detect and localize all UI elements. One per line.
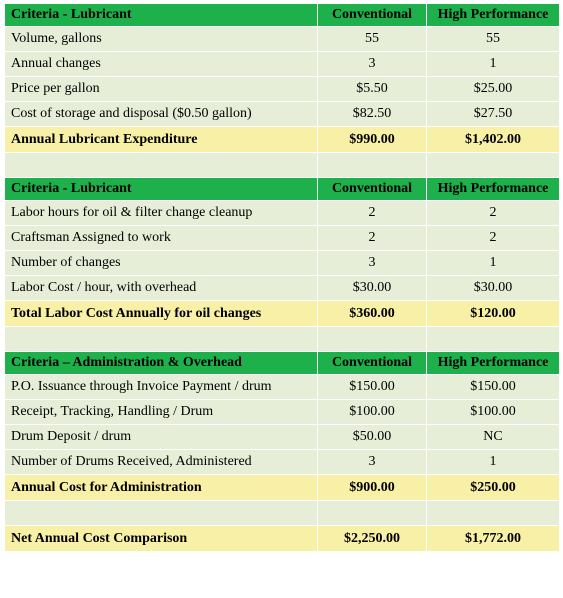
conventional-value: $150.00 [318, 375, 427, 400]
section-header-row [5, 178, 560, 201]
row-label: Craftsman Assigned to work [5, 226, 318, 251]
row-label: Drum Deposit / drum [5, 425, 318, 450]
total-label: Annual Cost for Administration [5, 475, 318, 501]
high-performance-value: NC [427, 425, 560, 450]
cost-comparison-table [4, 3, 560, 552]
conventional-value: $50.00 [318, 425, 427, 450]
high-performance-header: High Performance [427, 352, 560, 375]
row-label: Labor Cost / hour, with overhead [5, 276, 318, 301]
high-performance-total: $120.00 [427, 301, 560, 327]
conventional-value: 3 [318, 450, 427, 475]
high-performance-total: $1,402.00 [427, 127, 560, 153]
high-performance-value: 1 [427, 52, 560, 77]
spacer-row [5, 327, 560, 352]
conventional-header: Conventional [318, 352, 427, 375]
section-header-row [5, 4, 560, 27]
conventional-header: Conventional [318, 4, 427, 27]
high-performance-total: $250.00 [427, 475, 560, 501]
total-label: Annual Lubricant Expenditure [5, 127, 318, 153]
row-label: Labor hours for oil & filter change cleanup [5, 201, 318, 226]
conventional-value: 3 [318, 52, 427, 77]
conventional-value: $82.50 [318, 102, 427, 127]
table-row [5, 450, 560, 475]
table-row [5, 276, 560, 301]
conventional-total: $990.00 [318, 127, 427, 153]
net-label: Net Annual Cost Comparison [5, 526, 318, 552]
criteria-header: Criteria – Administration & Overhead [5, 352, 318, 375]
cost-comparison-table-wrapper [4, 3, 560, 552]
row-label: Cost of storage and disposal ($0.50 gallon) [5, 102, 318, 127]
conventional-total: $900.00 [318, 475, 427, 501]
high-performance-header: High Performance [427, 4, 560, 27]
table-row [5, 102, 560, 127]
table-row [5, 375, 560, 400]
conventional-value: 3 [318, 251, 427, 276]
row-label: Number of changes [5, 251, 318, 276]
high-performance-value: 2 [427, 226, 560, 251]
table-row [5, 400, 560, 425]
section-total-row [5, 127, 560, 153]
row-label: Price per gallon [5, 77, 318, 102]
row-label: Volume, gallons [5, 27, 318, 52]
section-header-row [5, 352, 560, 375]
high-performance-header: High Performance [427, 178, 560, 201]
conventional-value: 2 [318, 226, 427, 251]
row-label: Number of Drums Received, Administered [5, 450, 318, 475]
net-high-performance: $1,772.00 [427, 526, 560, 552]
table-row [5, 27, 560, 52]
net-conventional: $2,250.00 [318, 526, 427, 552]
row-label: Receipt, Tracking, Handling / Drum [5, 400, 318, 425]
row-label: Annual changes [5, 52, 318, 77]
conventional-value: $100.00 [318, 400, 427, 425]
high-performance-value: 55 [427, 27, 560, 52]
table-row [5, 425, 560, 450]
high-performance-value: 1 [427, 251, 560, 276]
spacer-row [5, 501, 560, 526]
net-total-row [5, 526, 560, 552]
conventional-value: 55 [318, 27, 427, 52]
high-performance-value: $30.00 [427, 276, 560, 301]
conventional-value: $5.50 [318, 77, 427, 102]
conventional-value: $30.00 [318, 276, 427, 301]
high-performance-value: $100.00 [427, 400, 560, 425]
total-label: Total Labor Cost Annually for oil changes [5, 301, 318, 327]
high-performance-value: $25.00 [427, 77, 560, 102]
high-performance-value: 1 [427, 450, 560, 475]
table-row [5, 251, 560, 276]
criteria-header: Criteria - Lubricant [5, 178, 318, 201]
high-performance-value: $27.50 [427, 102, 560, 127]
high-performance-value: 2 [427, 201, 560, 226]
section-total-row [5, 301, 560, 327]
conventional-value: 2 [318, 201, 427, 226]
row-label: P.O. Issuance through Invoice Payment / drum [5, 375, 318, 400]
table-row [5, 226, 560, 251]
table-row [5, 77, 560, 102]
table-row [5, 201, 560, 226]
high-performance-value: $150.00 [427, 375, 560, 400]
conventional-header: Conventional [318, 178, 427, 201]
section-total-row [5, 475, 560, 501]
criteria-header: Criteria - Lubricant [5, 4, 318, 27]
conventional-total: $360.00 [318, 301, 427, 327]
spacer-row [5, 153, 560, 178]
table-row [5, 52, 560, 77]
